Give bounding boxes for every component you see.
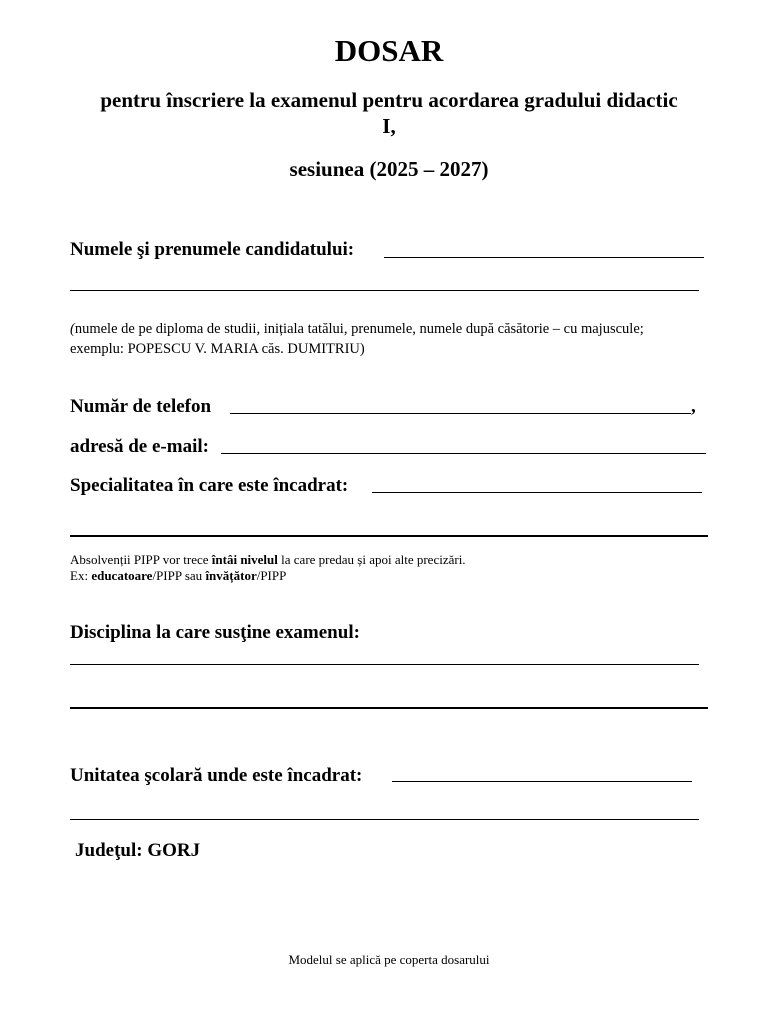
footer-note: Modelul se aplică pe coperta dosarului — [288, 952, 490, 967]
session-label: sesiunea (2025 – 2027) — [289, 157, 489, 181]
document-title: DOSAR — [334, 33, 444, 68]
candidate-name-label: Numele şi prenumele candidatului: — [70, 239, 355, 260]
email-label: adresă de e-mail: — [70, 436, 209, 457]
pipp-note-line-2 — [70, 568, 286, 584]
specialty-label: Specialitatea în care este încadrat: — [70, 475, 349, 496]
name-note-paren: ( — [70, 321, 75, 337]
county-label: Judeţul: GORJ — [75, 840, 201, 861]
school-unit-line[interactable] — [392, 781, 692, 782]
candidate-name-line-2[interactable] — [70, 290, 699, 291]
pipp-note-text-end: la care predau și apoi alte precizări. — [277, 552, 466, 567]
phone-line[interactable] — [230, 413, 691, 414]
name-instructions — [70, 319, 644, 339]
specialty-line[interactable] — [372, 492, 702, 493]
pipp-example-middle: /PIPP sau — [152, 568, 206, 583]
document-subtitle: pentru înscriere la examenul pentru acordarea gradului didactic I, — [100, 88, 678, 138]
discipline-label: Disciplina la care susţine examenul: — [70, 622, 360, 643]
pipp-note-emphasis: întâi nivelul — [211, 552, 278, 567]
name-example: exemplu: POPESCU V. MARIA căs. DUMITRIU) — [70, 341, 365, 357]
school-unit-label: Unitatea şcolară unde este încadrat: — [70, 765, 363, 786]
pipp-example-prefix: Ex: — [70, 568, 92, 583]
phone-comma: , — [691, 396, 696, 417]
candidate-name-line[interactable] — [384, 257, 704, 258]
specialty-line-2[interactable] — [70, 535, 708, 537]
email-line[interactable] — [221, 453, 706, 454]
discipline-line[interactable] — [70, 664, 699, 665]
discipline-line-2[interactable] — [70, 707, 708, 709]
pipp-example-educatoare: educatoare — [91, 568, 153, 583]
name-note-text: numele de pe diploma de studii, inițiala tatălui, prenumele, numele după căsătorie – cu majuscule; — [74, 321, 644, 337]
pipp-example-invatator: învățător — [205, 568, 257, 583]
school-unit-line-2[interactable] — [70, 819, 699, 820]
phone-label: Număr de telefon — [70, 396, 212, 417]
pipp-example-suffix: /PIPP — [256, 568, 287, 583]
pipp-note-text: Absolvenții PIPP vor trece — [70, 552, 212, 567]
pipp-note-line-1 — [70, 552, 466, 568]
